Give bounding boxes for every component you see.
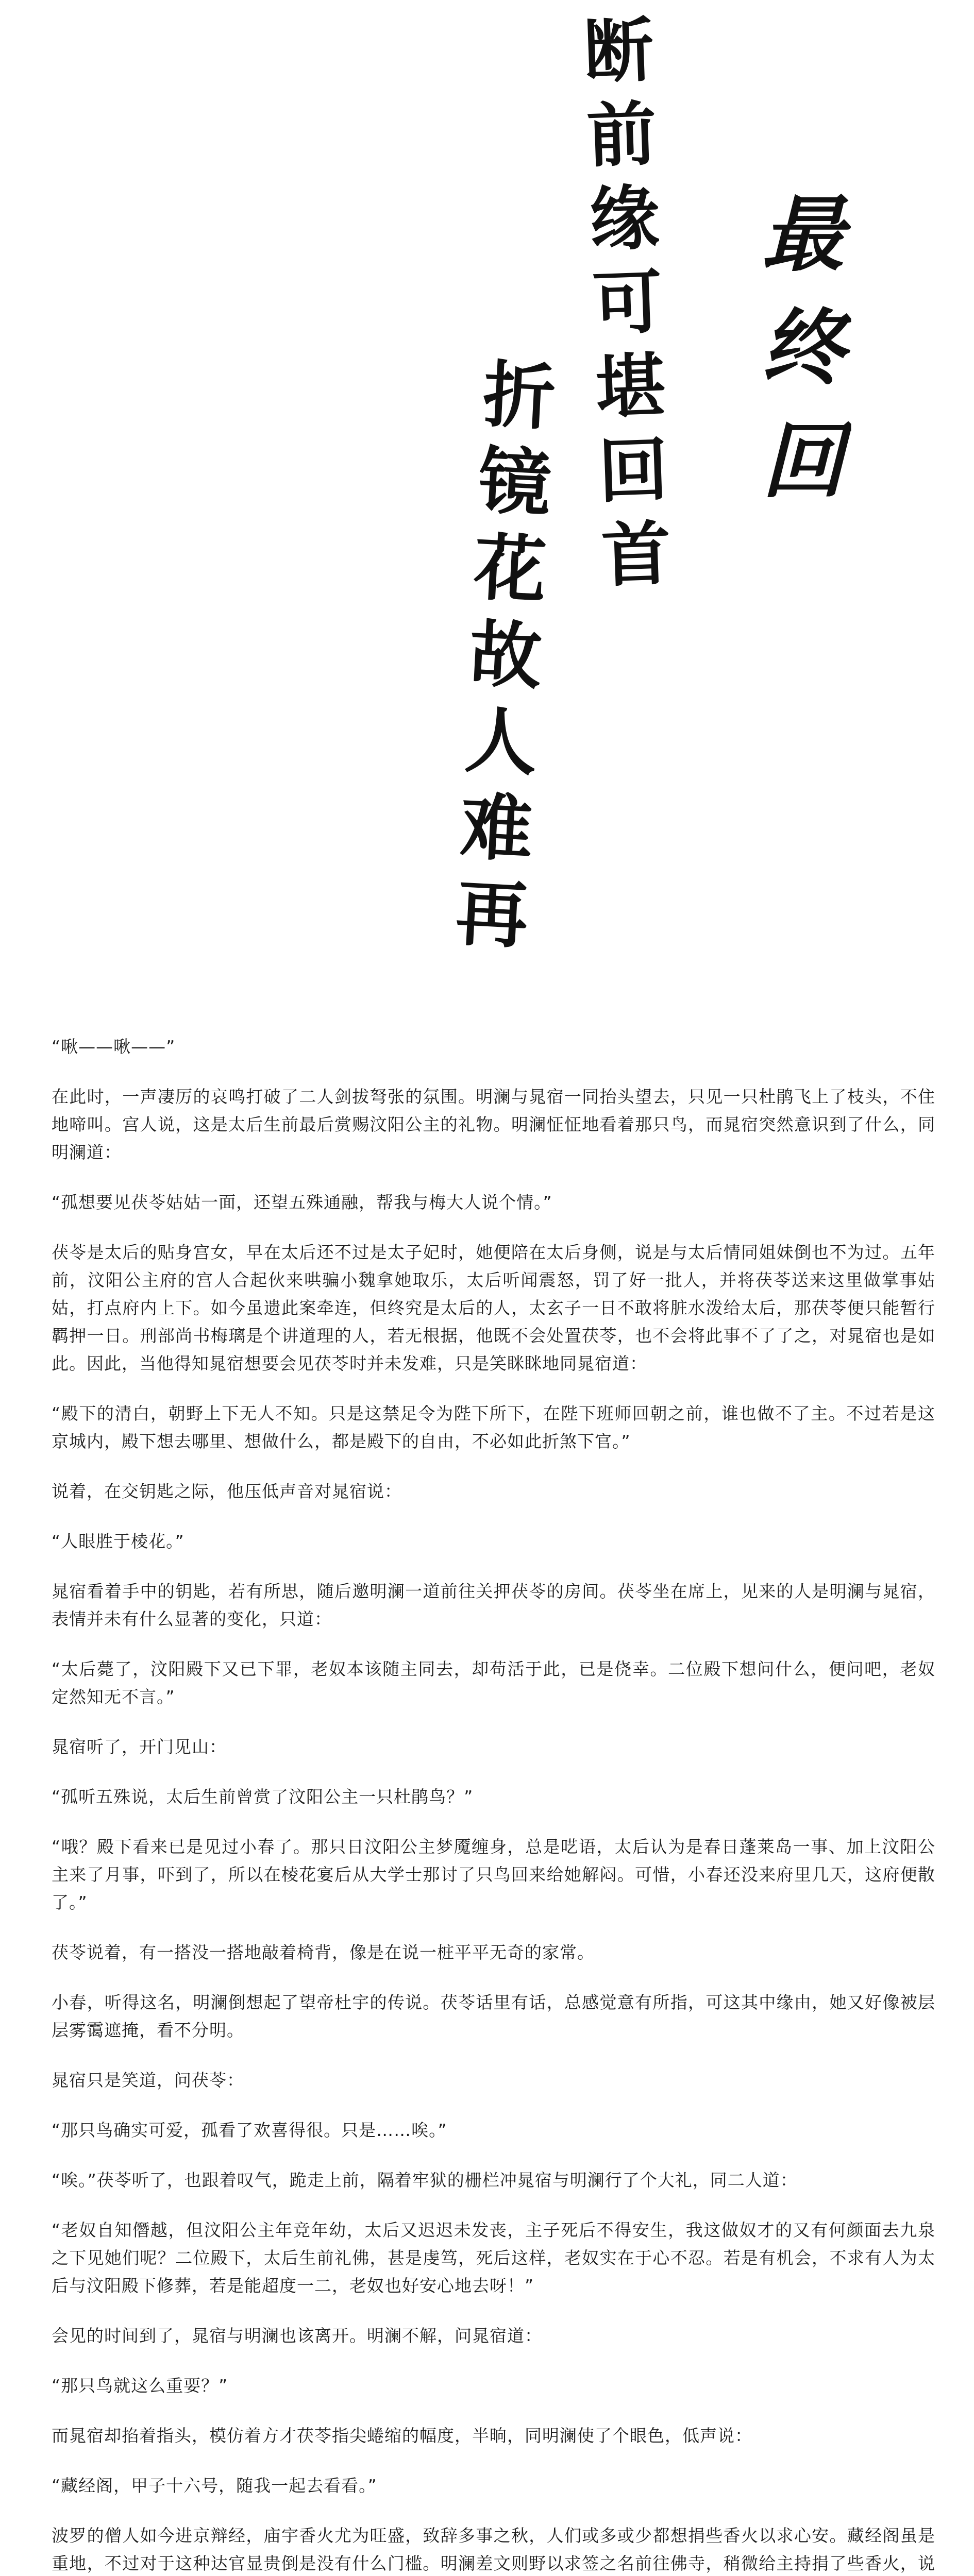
paragraph: 晁宿听了，开门见山： xyxy=(52,1737,227,1757)
paragraph: “啾——啾——” xyxy=(52,1037,176,1057)
paragraph: “藏经阁，甲子十六号，随我一起去看看。” xyxy=(52,2476,377,2496)
paragraph: “殿下的清白，朝野上下无人不知。只是这禁足令为陛下所下，在陛下班师回朝之前，谁也做不了主。不过若是这京城内，殿下想去哪里、想做什么，都是殿下的自由，不必如此折煞下官。” xyxy=(52,1403,935,1451)
paragraph: “老奴自知僭越，但汶阳公主年竞年幼，太后又迟迟未发丧，主子死后不得安生，我这做奴才的又有何颜面去九泉之下见她们呢？二位殿下，太后生前礼佛，甚是虔笃，死后这样，老奴实在于心不忍。若是有机会，不求有人为太后与汶阳殿下修葬，若是能超度一二，老奴也好安心地去呀！” xyxy=(52,2220,935,2296)
paragraph: 会见的时间到了，晁宿与明澜也该离开。明澜不解，问晁宿道： xyxy=(52,2326,542,2346)
paragraph: 波罗的僧人如今进京辩经，庙宇香火尤为旺盛，致辞多事之秋，人们或多或少都想捐些香火以求心安。藏经阁虽是重地，不过对于这种达官显贵倒是没有什么门槛。明澜差文则野以求签之名前往佛寺，稍微给主持捐了些香火，说 xyxy=(52,2526,935,2573)
paragraph: 而晁宿却掐着指头，模仿着方才茯苓指尖蜷缩的幅度，半晌，同明澜使了个眼色，低声说： xyxy=(52,2426,752,2446)
paragraph: “孤听五殊说，太后生前曾赏了汶阳公主一只杜鹃鸟？” xyxy=(52,1787,474,1807)
paragraph: “那只鸟确实可爱，孤看了欢喜得很。只是……唉。” xyxy=(52,2120,447,2140)
paragraph: “哦？殿下看来已是见过小春了。那只日汶阳公主梦魇缠身，总是呓语，太后认为是春日蓬莱岛一事、加上汶阳公主来了月事，吓到了，所以在棱花宴后从大学士那讨了只鸟回来给她解闷。可惜，小春还没来府里几天，这府便散了。” xyxy=(52,1837,935,1912)
paragraph: 茯苓是太后的贴身宫女，早在太后还不过是太子妃时，她便陪在太后身侧，说是与太后情同姐妹倒也不为过。五年前，汶阳公主府的宫人合起伙来哄骗小魏拿她取乐，太后听闻震怒，罚了好一批人，并将茯苓送来这里做掌事姑姑，打点府内上下。如今虽遗此案牵连，但终究是太后的人，太玄子一日不敢将脏水泼给太后，那茯苓便只能暂行羁押一日。刑部尚书梅璃是个讲道理的人，若无根据，他既不会处置茯苓，也不会将此事不了了之，对晁宿也是如此。因此，当他得知晁宿想要会见茯苓时并未发难，只是笑眯眯地同晁宿道： xyxy=(52,1242,935,1374)
paragraph: 晁宿只是笑道，问茯苓： xyxy=(52,2070,244,2090)
chapter-title-line-1: 断前缘可堪回首 xyxy=(571,12,674,603)
paragraph: 晁宿看着手中的钥匙，若有所思，随后邀明澜一道前往关押茯苓的房间。茯苓坐在席上，见来的人是明澜与晁宿，表情并未有什么显著的变化，只道： xyxy=(52,1581,935,1629)
paragraph: 说着，在交钥匙之际，他压低声音对晁宿说： xyxy=(52,1481,402,1501)
paragraph: 茯苓说着，有一搭没一搭地敲着椅背，像是在说一桩平平无奇的家常。 xyxy=(52,1942,595,1962)
paragraph: 小春，听得这名，明澜倒想起了望帝杜宇的传说。茯苓话里有话，总感觉意有所指，可这其中缘由，她又好像被层层雾霭遮掩，看不分明。 xyxy=(52,1992,935,2040)
paragraph: “孤想要见茯苓姑姑一面，还望五殊通融，帮我与梅大人说个情。” xyxy=(52,1192,552,1212)
chapter-title-line-2: 折镜花故人难再 xyxy=(441,355,558,965)
article-body xyxy=(52,1033,935,2576)
paragraph: “那只鸟就这么重要？” xyxy=(52,2376,228,2396)
chapter-label: 最终回 xyxy=(748,191,845,531)
paragraph: “人眼胜于棱花。” xyxy=(52,1531,184,1551)
paragraph: 在此时，一声凄厉的哀鸣打破了二人剑拔弩张的氛围。明澜与晁宿一同抬头望去，只见一只杜鹃飞上了枝头，不住地啼叫。宫人说，这是太后生前最后赏赐汶阳公主的礼物。明澜怔怔地看着那只鸟，而晁宿突然意识到了什么，同明澜道： xyxy=(52,1087,935,1162)
paragraph: “唉。”茯苓听了，也跟着叹气，跪走上前，隔着牢狱的栅栏冲晁宿与明澜行了个大礼，同二人道： xyxy=(52,2170,798,2190)
paragraph: “太后薨了，汶阳殿下又已下罪，老奴本该随主同去，却苟活于此，已是侥幸。二位殿下想问什么，便问吧，老奴定然知无不言。” xyxy=(52,1659,935,1707)
